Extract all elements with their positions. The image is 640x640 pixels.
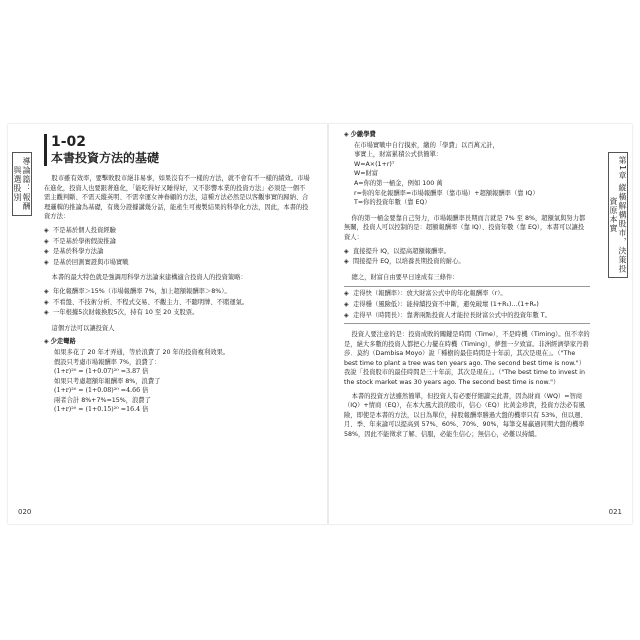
formula-line: A=你的第一桶金，例如 100 萬 xyxy=(354,179,443,187)
formula-line: r=你的年化報酬率=市場報酬率（靠市場）+超額報酬率（靠 IQ） xyxy=(354,189,539,197)
left-page xyxy=(8,124,326,524)
sub-text: 事實上，財富累積公式供簡單： xyxy=(354,151,443,159)
condition-item: ◈ 走得穩（風險低）：能持續投資不中斷，避免破壞 (1+R₁)…(1+Rₙ) xyxy=(344,300,590,310)
right-page xyxy=(330,124,632,524)
left-side-tab: 導論篇：報酬與選股別 xyxy=(12,152,32,216)
conditions-list xyxy=(344,286,590,324)
subheading-tuition xyxy=(344,130,590,140)
benefits-list xyxy=(344,247,590,267)
chapter-heading xyxy=(44,134,310,166)
formula-line: (1+r)²⁰ = (1+0.08)²⁰ =4.66 倍 xyxy=(54,387,149,395)
diamond-bullet-icon: ◈ xyxy=(44,338,49,346)
paragraph: 你的第一桶金要靠自己努力，市場報酬率長期而言就是 7% 至 8%，超額氣與努力都無關，投資人可以控制的是：超額報酬率（靠 IQ）、投資年數（靠 EQ），本書可以讓投資人： xyxy=(344,214,586,241)
paragraph: 投資人要注意的是：投資成敗的關鍵是時間（Time），不是時機（Timing）。但不幸的是，絕大多數的投資人都把心力擺在時機（Timing），夢想一夕致富。非洲經濟學家丹碧莎．莫約（Dambisa Moyo）說「種樹的最佳時間是十年前，其次是現在」。（"The best time to plant a tree was ten years ago. The second best time is now."）我說「投資股市的最佳時間是三十年前，其次是現在」。（"The best time to invest in the stock market was 30 years ago. The second best time is now."） xyxy=(344,331,590,387)
principle-item: ◈ 是基於科學方法論 xyxy=(44,247,310,257)
summary-intro: 總之，財富自由要早日達成有三條件： xyxy=(351,273,459,281)
feature-item: ◈ 年化報酬率＞15%（市場報酬率 7%，加上超額報酬率＞8%）。 xyxy=(44,287,310,297)
feature-item: ◈ 一年根據5次財報換股5次，持有 10 至 20 支股票。 xyxy=(44,308,310,318)
formula-line: (1+r)²⁰ = (1+0.15)²⁰ =16.4 倍 xyxy=(54,406,149,414)
condition-item: ◈ 走得早（時間長）：靠著兩點投資人才能拉長財富公式中的投資年數 T。 xyxy=(344,311,590,321)
principle-item: ◈ 不是基於個人投資經驗 xyxy=(44,226,310,236)
subheading-text: 少繳學費 xyxy=(350,131,376,138)
features-list xyxy=(44,287,310,318)
principle-item: ◈ 不是基於學術假說推論 xyxy=(44,237,310,247)
principles-list xyxy=(44,226,310,267)
sub-text: 如果多花了 20 年才弄通，等於浪費了 20 年的投資複利效果。 xyxy=(54,348,230,356)
condition-item: ◈ 走得快（報酬率）：放大財富公式中的年化報酬率（r）。 xyxy=(344,289,590,299)
subheading-detour xyxy=(44,337,310,347)
sub-text: 在市場實戰中自行摸索，繳的「學費」以百萬元計， xyxy=(354,141,499,149)
feature-item: ◈ 不看盤、不技術分析、不程式交易、不觀主力、不聽明牌、不賭運氣。 xyxy=(44,298,310,308)
chapter-title: 本書投資方法的基礎 xyxy=(51,151,160,165)
book-spread xyxy=(8,124,632,524)
left-page-number: 020 xyxy=(18,508,32,516)
sub-text: 假設只考慮市場報酬率 7%，浪費了： xyxy=(54,358,161,366)
formula-line: W=財富 xyxy=(354,170,379,178)
subheading-text: 少走彎路 xyxy=(50,338,76,346)
paragraph: 本書的投資方法雖然簡單，但投資人有必要仔細讀完此書，因為財商（WQ）=智商（IQ）+情商（EQ），在本大風大浪的股市，信心（EQ）比黃金珍貴，投資方法必有風險，即使是本書的方法，以日為單位，持股報酬率勝過大盤的機率只有 53%，但以週、月、季、年來論可以提高到 57%、60%、70%、90%，每筆交易贏過同期大盤的機率 58%，因此不能徵求了解、信服，必能生信心；無信心，必難以持續。 xyxy=(344,392,587,439)
formula-line: W=A×(1+r)ᵀ xyxy=(354,160,395,168)
benefit-item: ◈ 間接提升 EQ，以培養長期投資的耐心。 xyxy=(344,257,590,267)
wealth-formula xyxy=(344,160,590,208)
sub-text: 兩者合計 8%+7%=15%，浪費了 xyxy=(54,396,151,404)
right-page-number: 021 xyxy=(608,508,622,516)
right-column xyxy=(344,128,590,444)
formula-line: (1+r)²⁰ = (1+0.07)²⁰ =3.87 倍 xyxy=(54,368,149,376)
left-column xyxy=(44,134,310,415)
principle-item: ◈ 是基於回測實證與市場實戰 xyxy=(44,258,310,268)
benefit-item: ◈ 直接提升 IQ，以提高超額報酬率。 xyxy=(344,247,590,257)
diamond-bullet-icon: ◈ xyxy=(344,131,349,138)
formula-line: T=你的投資年數（靠 EQ） xyxy=(354,199,431,207)
method-line: 這個方法可以讓投資人 xyxy=(51,324,115,332)
book-gutter xyxy=(327,124,329,524)
intro-paragraph: 股市雖有效率，要擊敗股市絕非易事，如果沒有不一樣的方法，就不會有不一樣的績效。市場在進化，投資人也要跟著進化，「能吃得好又睡得好，又不影響本業的投資方法」必須是一個不需主觀判斷、不需天縱英明、不需幸運女神眷顧的方法，這種方法必然是以客觀事實的歸納、合理邏輯的推論為基礎，有幾分證據講幾分話，能產生可複製結果的科學化方法，因此，本書的投資方法： xyxy=(44,175,310,221)
features-intro: 本書的最大特色就是強調用科學方法論來建構適合投資人的投資策略： xyxy=(51,274,247,282)
right-side-tab: 第1章 縱橫解構股市，決策投資原本實 xyxy=(608,152,628,278)
chapter-number: 1-02 xyxy=(51,134,87,150)
sub-text: 如果只考慮超額年報酬率 8%，浪費了 xyxy=(54,377,161,385)
